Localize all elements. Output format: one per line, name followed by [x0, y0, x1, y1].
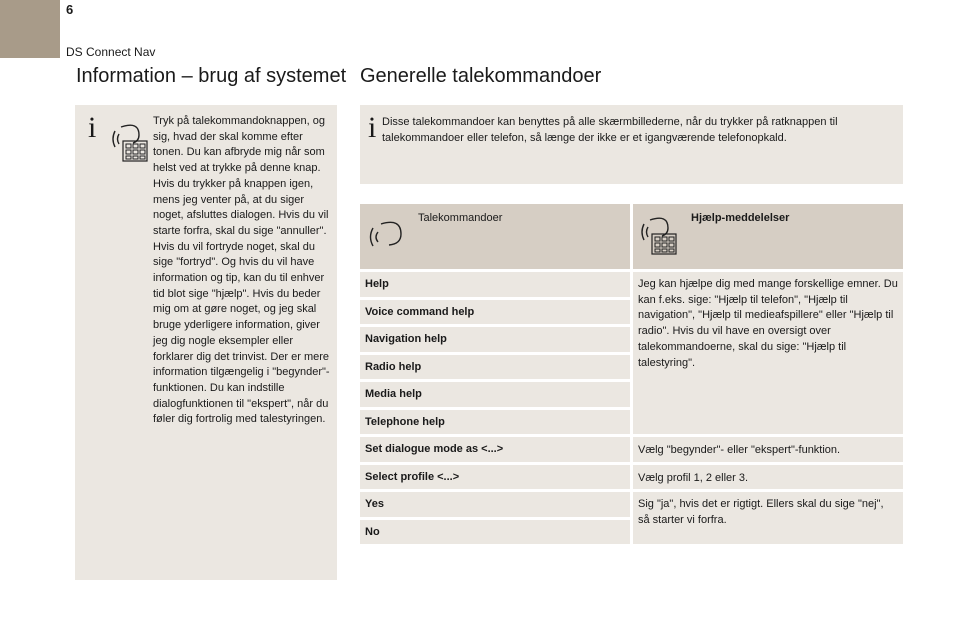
table-row: [360, 272, 903, 434]
info-icon: i: [88, 111, 97, 144]
section-heading-info: Information – brug af systemet: [76, 65, 347, 87]
command-item: Navigation help: [360, 327, 630, 352]
command-cell: [360, 272, 630, 434]
help-message-cell: Jeg kan hjælpe dig med mange forskellige emner. Du kan f.eks. sige: "Hjælp til telefon", "Hjælp til navigation", "Hjælp til medieafspillere" eller "Hjælp til radio". Hvis du vil have en oversigt over talekommandoerne, skal du sige: "Hjælp til talestyring".: [633, 272, 903, 434]
command-item: Set dialogue mode as <...>: [360, 437, 630, 462]
command-item: Voice command help: [360, 300, 630, 325]
note-text: Disse talekommandoer kan benyttes på alle skærmbillederne, når du trykker på ratknappen til talekommandoer eller telefon, så længe der ikke er et igangværende telefonopkald.: [382, 116, 838, 144]
page-corner-tab: [0, 0, 60, 58]
voice-button-icon: [638, 214, 680, 258]
voice-button-icon: [109, 121, 151, 165]
help-message-cell: Vælg profil 1, 2 eller 3.: [633, 465, 903, 490]
note-box: [360, 105, 903, 184]
command-cell: [360, 437, 630, 462]
command-item: Select profile <...>: [360, 465, 630, 490]
column-header-commands: [360, 204, 630, 269]
column-header-label: Talekommandoer: [418, 212, 503, 224]
column-header-help: [633, 204, 903, 269]
info-text: Tryk på talekommandoknappen, og sig, hvad der skal komme efter tonen. Du kan afbryde mig når som helst ved at trykke på denne knap. Hvis du trykker på knappen igen, mens jeg venter på, at du siger noget, afsluttes dialogen. Hvis du vil starte forfra, skal du sige "annuller". Hvis du vil fortryde noget, skal du sige "fortryd". Og hvis du vil have information og tip, kan du til enhver tid blot sige "hjælp". Hvis du beder mig om at gøre noget, og jeg skal bruge yderligere information, giver jeg dig nogle eksempler eller forklarer dig det trinvist. Der er mere information tilgængelig i "begynder"- funktionen. Du kan indstille dialogfunktionen til "ekspert", når du føler dig fortrolig med talestyringen.: [153, 115, 330, 426]
command-cell: [360, 492, 630, 544]
command-item: Media help: [360, 382, 630, 407]
table-row: [360, 437, 903, 462]
command-item: Radio help: [360, 355, 630, 380]
table-row: [360, 465, 903, 490]
help-message-cell: Vælg "begynder"- eller "ekspert"-funktion.: [633, 437, 903, 462]
column-header-label: Hjælp-meddelelser: [691, 212, 790, 224]
command-cell: [360, 465, 630, 490]
table-row: [360, 492, 903, 544]
doc-title: DS Connect Nav: [66, 45, 156, 59]
help-message-cell: Sig "ja", hvis det er rigtigt. Ellers skal du sige "nej", så starter vi forfra.: [633, 492, 903, 544]
voice-command-icon: [365, 214, 405, 254]
commands-table: [360, 204, 903, 544]
table-header: [360, 204, 903, 269]
page-number: 6: [66, 2, 74, 17]
info-icon: i: [368, 111, 377, 144]
command-item: Help: [360, 272, 630, 297]
command-item: No: [360, 520, 630, 545]
command-item: Telephone help: [360, 410, 630, 435]
info-box: [75, 105, 337, 580]
section-heading-commands: Generelle talekommandoer: [360, 65, 602, 87]
command-item: Yes: [360, 492, 630, 517]
